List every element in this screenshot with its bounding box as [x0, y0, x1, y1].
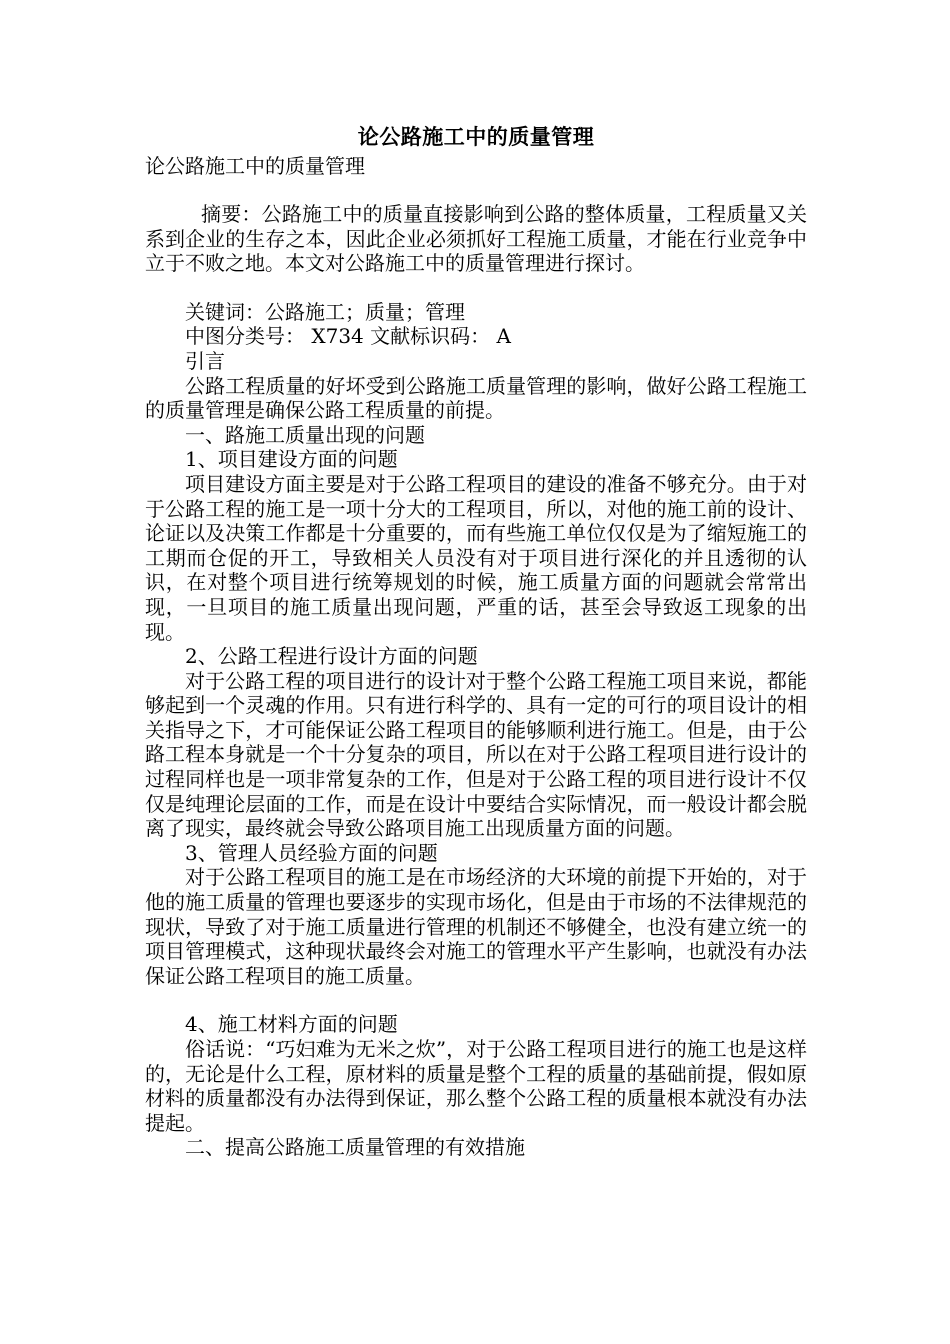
subsection1-heading: 1、项目建设方面的问题 — [185, 447, 398, 472]
subsection3-heading: 3、管理人员经验方面的问题 — [185, 840, 438, 865]
subsection4-heading: 4、施工材料方面的问题 — [185, 1012, 398, 1037]
document-title: 论公路施工中的质量管理 — [357, 124, 595, 149]
section1-heading: 一、路施工质量出现的问题 — [185, 422, 425, 447]
subsection2-heading: 2、公路工程进行设计方面的问题 — [185, 644, 478, 669]
document-page — [145, 122, 807, 1160]
classification-line: 中图分类号： X734 文献标识码： A — [185, 324, 511, 349]
subsection1-paragraph: 项目建设方面主要是对于公路工程项目的建设的准备不够充分。由于对于公路工程的施工是一项十分大的工程项目，所以，对他的施工前的设计、论证以及决策工作都是十分重要的，而有些施工单位仅仅是为了缩短施工的工期而仓促的开工，导致相关人员没有对于项目进行深化的并且透彻的认识，在对整个项目进行统筹规划的时候，施工质量方面的问题就会常常出现，一旦项目的施工质量出现问题，严重的话，甚至会导致返工现象的出现。 — [145, 471, 807, 644]
document-subtitle: 论公路施工中的质量管理 — [145, 154, 365, 178]
intro-heading: 引言 — [185, 348, 225, 373]
subsection3-paragraph: 对于公路工程项目的施工是在市场经济的大环境的前提下开始的，对于他的施工质量的管理也要逐步的实现市场化，但是由于市场的不法律规范的现状，导致了对于施工质量进行管理的机制还不够健全，也没有建立统一的项目管理模式，这种现状最终会对施工的管理水平产生影响，也就没有办法保证公路工程项目的施工质量。 — [145, 865, 807, 988]
keywords-line: 关键词：公路施工；质量；管理 — [185, 299, 465, 324]
abstract-paragraph: 摘要：公路施工中的质量直接影响到公路的整体质量，工程质量又关系到企业的生存之本，因此企业必须抓好工程施工质量，才能在行业竞争中立于不败之地。本文对公路施工中的质量管理进行探讨。 — [145, 202, 807, 276]
section2-heading: 二、提高公路施工质量管理的有效措施 — [185, 1135, 525, 1160]
subsection4-paragraph: 俗话说：“巧妇难为无米之炊”，对于公路工程项目进行的施工也是这样的，无论是什么工程，原材料的质量是整个工程的质量的基础前提，假如原材料的质量都没有办法得到保证，那么整个公路工程的质量根本就没有办法提起。 — [145, 1037, 807, 1135]
intro-paragraph: 公路工程质量的好坏受到公路施工质量管理的影响，做好公路工程施工的质量管理是确保公路工程质量的前提。 — [145, 373, 807, 423]
subsection2-paragraph: 对于公路工程的项目进行的设计对于整个公路工程施工项目来说，都能够起到一个灵魂的作用。只有进行科学的、具有一定的可行的项目设计的相关指导之下，才可能保证公路工程项目的能够顺利进行施工。但是，由于公路工程本身就是一个十分复杂的项目，所以在对于公路工程项目进行设计的过程同样也是一项非常复杂的工作，但是对于公路工程的项目进行设计不仅仅是纯理论层面的工作，而是在设计中要结合实际情况，而一般设计都会脱离了现实，最终就会导致公路项目施工出现质量方面的问题。 — [145, 668, 807, 841]
